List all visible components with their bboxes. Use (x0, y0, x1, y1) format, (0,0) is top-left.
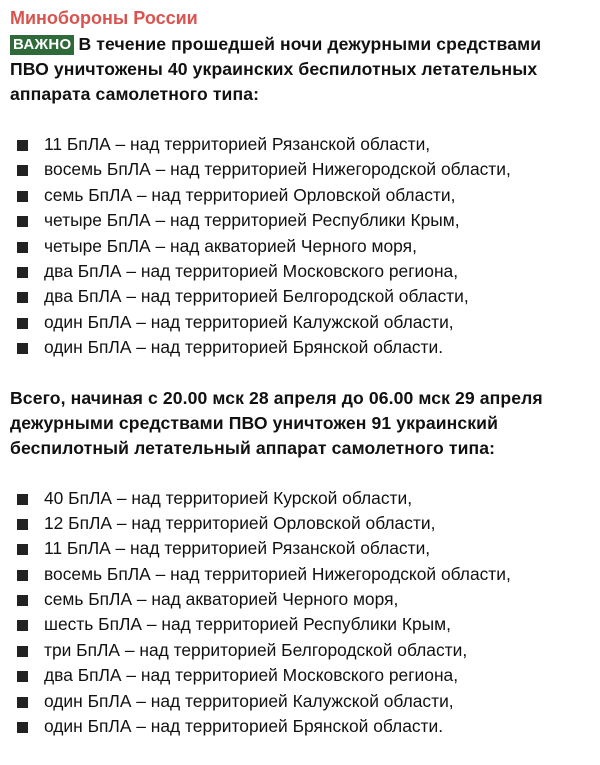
list-item (10, 208, 588, 233)
list-item (10, 612, 588, 637)
list-item-text: два БпЛА – над территорией Московского региона, (44, 665, 459, 686)
list-item (10, 714, 588, 739)
list-item-text: 40 БпЛА – над территорией Курской области, (44, 487, 413, 508)
total-line: Всего, начиная с 20.00 мск 28 апреля до 06.00 мск 29 апреля (10, 387, 543, 408)
square-bullet-icon (17, 595, 28, 606)
paragraph-spacer (10, 107, 588, 132)
list-item-text: 11 БпЛА – над территорией Рязанской области, (44, 538, 431, 559)
list-item-text: три БпЛА – над территорией Белгородской области, (44, 639, 468, 660)
total-drone-list (10, 486, 588, 740)
list-item (10, 536, 588, 561)
channel-author-name[interactable]: Минобороны России (10, 8, 198, 28)
list-item (10, 259, 588, 284)
list-item (10, 310, 588, 335)
paragraph-spacer (10, 461, 588, 486)
important-badge: ВАЖНО (10, 35, 74, 55)
list-item (10, 486, 588, 511)
square-bullet-icon (17, 519, 28, 530)
list-item (10, 663, 588, 688)
list-item-text: один БпЛА – над территорией Калужской области, (44, 311, 454, 332)
overnight-drone-list (10, 132, 588, 361)
list-item (10, 132, 588, 157)
list-item-text: семь БпЛА – над акваторией Черного моря, (44, 589, 399, 610)
list-item (10, 689, 588, 714)
square-bullet-icon (17, 544, 28, 555)
list-item-text: 12 БпЛА – над территорией Орловской области, (44, 512, 436, 533)
total-paragraph (10, 386, 588, 461)
list-item (10, 587, 588, 612)
list-item-text: четыре БпЛА – над территорией Республики Крым, (44, 210, 460, 231)
list-item-text: один БпЛА – над территорией Брянской области. (44, 716, 444, 737)
square-bullet-icon (17, 191, 28, 202)
intro-line: ПВО уничтожены 40 украинских беспилотных летательных (10, 59, 538, 79)
square-bullet-icon (17, 722, 28, 733)
square-bullet-icon (17, 216, 28, 227)
list-item-text: два БпЛА – над территорией Белгородской области, (44, 286, 469, 307)
paragraph-spacer (10, 361, 588, 386)
square-bullet-icon (17, 494, 28, 505)
list-item-text: семь БпЛА – над территорией Орловской области, (44, 184, 456, 205)
list-item-text: восемь БпЛА – над территорией Нижегородской области, (44, 563, 511, 584)
list-item-text: шесть БпЛА – над территорией Республики Крым, (44, 614, 451, 635)
total-line: дежурными средствами ПВО уничтожен 91 украинский (10, 412, 499, 433)
square-bullet-icon (17, 242, 28, 253)
list-item (10, 183, 588, 208)
list-item (10, 638, 588, 663)
square-bullet-icon (17, 620, 28, 631)
square-bullet-icon (17, 165, 28, 176)
square-bullet-icon (17, 267, 28, 278)
list-item-text: один БпЛА – над территорией Калужской области, (44, 690, 454, 711)
list-item-text: один БпЛА – над территорией Брянской области. (44, 337, 444, 358)
intro-paragraph (10, 32, 588, 107)
square-bullet-icon (17, 343, 28, 354)
square-bullet-icon (17, 318, 28, 329)
list-item (10, 157, 588, 182)
total-line: беспилотный летательный аппарат самолетного типа: (10, 437, 496, 458)
list-item-text: два БпЛА – над территорией Московского региона, (44, 260, 459, 281)
square-bullet-icon (17, 671, 28, 682)
list-item (10, 234, 588, 259)
square-bullet-icon (17, 292, 28, 303)
square-bullet-icon (17, 140, 28, 151)
list-item (10, 335, 588, 360)
list-item (10, 284, 588, 309)
list-item (10, 511, 588, 536)
list-item-text: четыре БпЛА – над акваторией Черного моря, (44, 235, 417, 256)
square-bullet-icon (17, 570, 28, 581)
square-bullet-icon (17, 646, 28, 657)
intro-line: аппарата самолетного типа: (10, 84, 260, 104)
list-item-text: восемь БпЛА – над территорией Нижегородской области, (44, 159, 511, 180)
square-bullet-icon (17, 697, 28, 708)
list-item (10, 562, 588, 587)
list-item-text: 11 БпЛА – над территорией Рязанской области, (44, 134, 431, 154)
intro-line: В течение прошедшей ночи дежурными средствами (78, 34, 542, 54)
